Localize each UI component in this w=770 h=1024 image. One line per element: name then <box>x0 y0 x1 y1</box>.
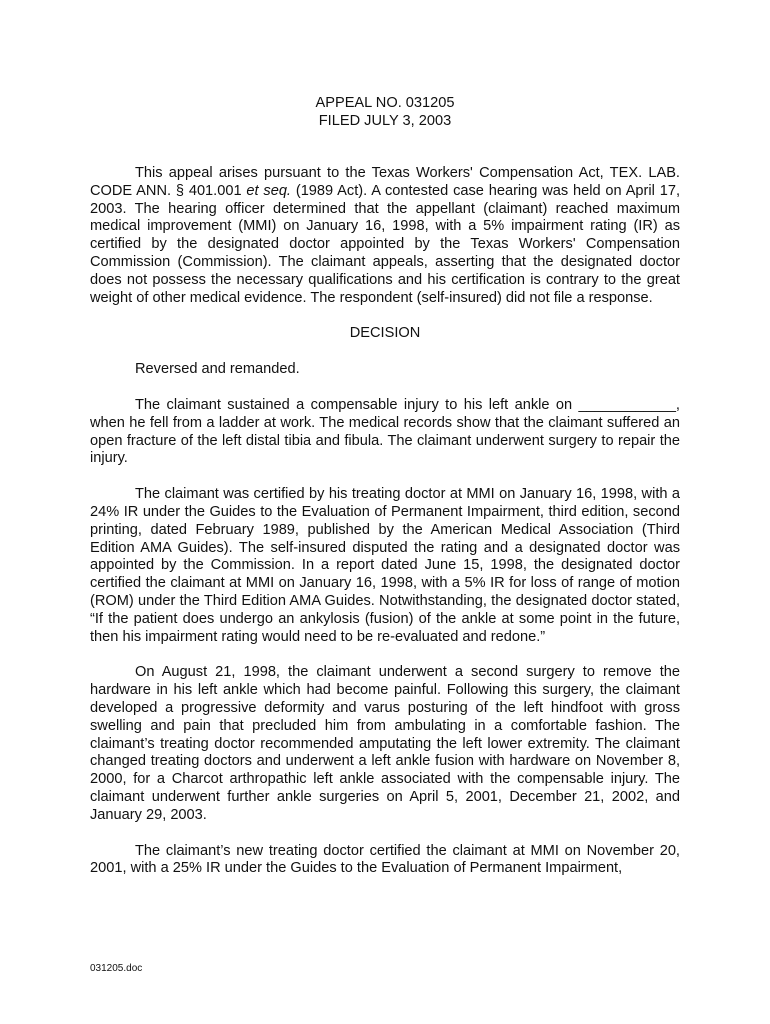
file-name-footer: 031205.doc <box>90 963 143 974</box>
decision-text: Reversed and remanded. <box>135 361 300 378</box>
paragraph-intro: This appeal arises pursuant to the Texas Workers' Compensation Act, TEX. LAB. CODE ANN. § 401.001 et seq. (1989 Act). A contested case hearing was held on April 17, 2003. The hearing officer determined that the appellant (claimant) reached maximum medical improvement (MMI) on January 16, 1998, with a 5% impairment rating (IR) as certified by the designated doctor appointed by the Texas Workers' Compensation Commission (Commission). The claimant appeals, asserting that the designated doctor does not possess the necessary qualifications and his certification is contrary to the great weight of other medical evidence. The respondent (self-insured) did not file a response. <box>90 165 680 306</box>
filed-date: FILED JULY 3, 2003 <box>318 112 452 129</box>
latin-phrase: et seq. <box>246 182 291 199</box>
decision-heading: DECISION <box>349 325 421 342</box>
document-header <box>0 95 770 131</box>
paragraph-injury: The claimant sustained a compensable injury to his left ankle on ____________, when he fell from a ladder at work. The medical records show that the claimant suffered an open fracture of the left distal tibia and fibula. The claimant underwent surgery to repair the injury. <box>90 396 680 467</box>
paragraph-certification: The claimant was certified by his treating doctor at MMI on January 16, 1998, with a 24% IR under the Guides to the Evaluation of Permanent Impairment, third edition, second printing, dated February 1989, published by the American Medical Association (Third Edition AMA Guides). The self-insured disputed the rating and a designated doctor was appointed by the Commission. In a report dated June 15, 1998, the designated doctor certified the claimant at MMI on January 16, 1998, with a 5% IR for loss of range of motion (ROM) under the Third Edition AMA Guides. Notwithstanding, the designated doctor stated, “If the patient does undergo an ankylosis (fusion) of the ankle at some point in the future, then his impairment rating would need to be re-evaluated and redone.” <box>90 486 680 645</box>
paragraph-surgery: On August 21, 1998, the claimant underwent a second surgery to remove the hardware in his left ankle which had become painful. Following this surgery, the claimant developed a progressive deformity and varus posturing of the left hindfoot with gross swelling and pain that precluded him from ambulating in a comfortable fashion. The claimant’s treating doctor recommended amputating the left lower extremity. The claimant changed treating doctors and underwent a left ankle fusion with hardware on November 8, 2000, for a Charcot arthropathic left ankle associated with the compensable injury. The claimant underwent further ankle surgeries on April 5, 2001, December 21, 2002, and January 29, 2003. <box>90 664 680 823</box>
paragraph-new-treating-doctor: The claimant’s new treating doctor certified the claimant at MMI on November 20, 2001, with a 25% IR under the Guides to the Evaluation of Permanent Impairment, <box>90 842 680 877</box>
document-body <box>90 165 680 896</box>
appeal-number: APPEAL NO. 031205 <box>315 95 455 111</box>
